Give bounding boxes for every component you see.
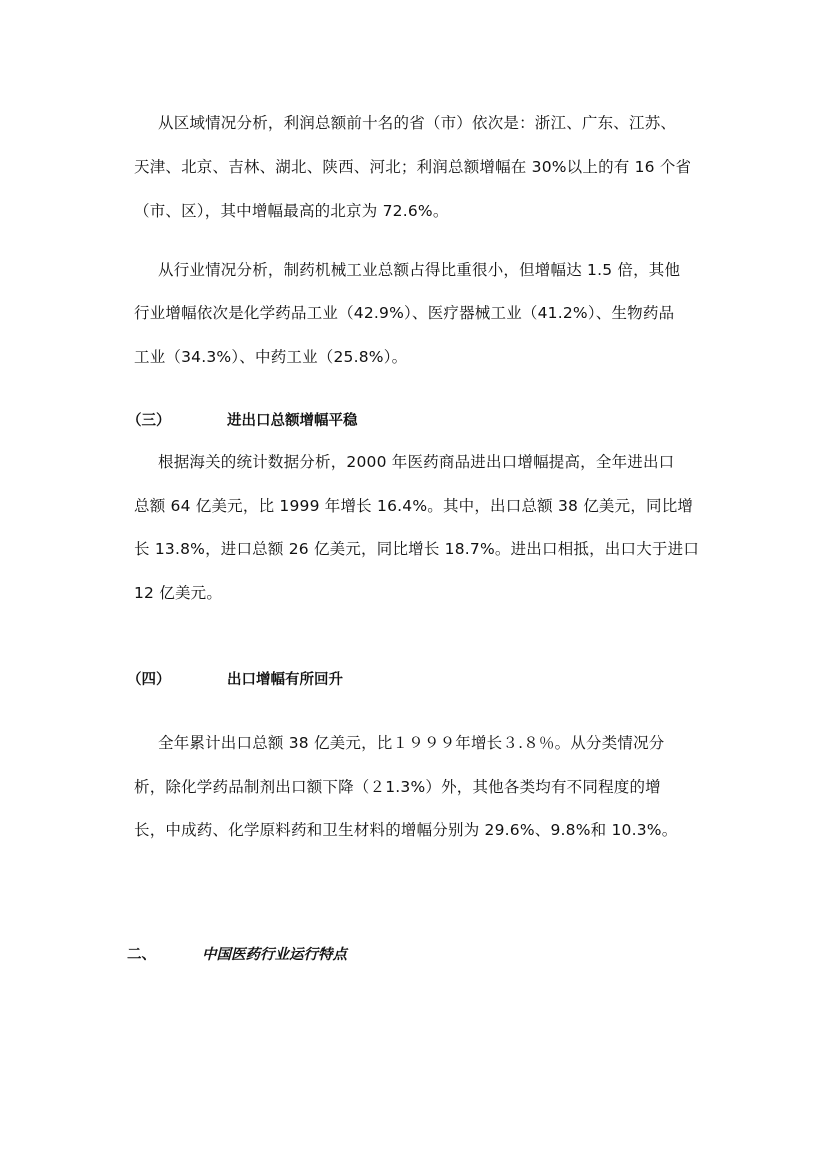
text-line: 行业增幅依次是化学药品工业（42.9%）、医疗器械工业（41.2%）、生物药品: [134, 304, 675, 322]
text-line: 长，中成药、化学原料药和卫生材料的增幅分别为 29.6%、9.8%和 10.3%。: [134, 821, 678, 839]
heading-title: 出口增幅有所回升: [227, 672, 343, 688]
heading-title: 进出口总额增幅平稳: [227, 413, 358, 429]
heading-title: 中国医药行业运行特点: [202, 947, 347, 963]
text-line: （市、区），其中增幅最高的北京为 72.6%。: [134, 202, 449, 220]
text-line: 析，除化学药品制剂出口额下降（２1.3%）外，其他各类均有不同程度的增: [134, 778, 661, 796]
text-line: 长 13.8%，进口总额 26 亿美元，同比增长 18.7%。进出口相抵，出口大于进口: [134, 540, 700, 558]
text-line: 从行业情况分析，制药机械工业总额占得比重很小，但增幅达 1.5 倍，其他: [158, 261, 681, 279]
text-line: 总额 64 亿美元，比 1999 年增长 16.4%。其中，出口总额 38 亿美元，同比增: [134, 497, 694, 515]
text-line: 天津、北京、吉林、湖北、陕西、河北；利润总额增幅在 30%以上的有 16 个省: [134, 158, 692, 176]
text-line: 根据海关的统计数据分析，2000 年医药商品进出口增幅提高，全年进出口: [158, 453, 675, 471]
text-line: 工业（34.3%）、中药工业（25.8%）。: [134, 348, 408, 366]
heading-number: （四）: [127, 672, 171, 688]
text-line: 12 亿美元。: [134, 584, 223, 602]
text-line: 全年累计出口总额 38 亿美元，比１９９９年增长３.８％。从分类情况分: [158, 734, 665, 752]
text-line: 从区域情况分析，利润总额前十名的省（市）依次是：浙江、广东、江苏、: [158, 114, 677, 132]
heading-number: 二、: [127, 947, 156, 963]
heading-number: （三）: [127, 413, 171, 429]
